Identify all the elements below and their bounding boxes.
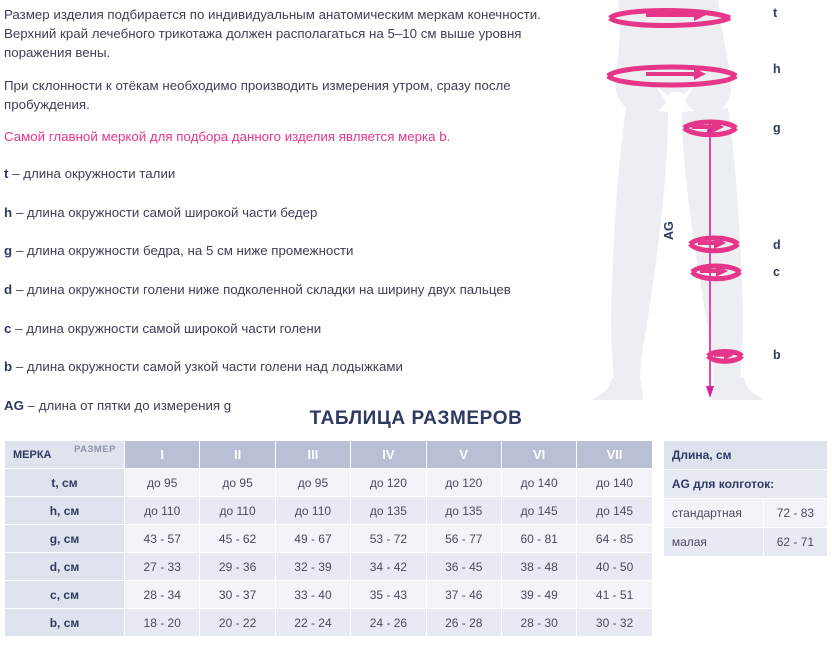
cell-c-6: 39 - 49 <box>501 581 576 609</box>
figure-label-b: b <box>773 348 781 362</box>
length-row-value-small: 62 - 71 <box>763 528 827 557</box>
legend-item-c <box>4 320 548 339</box>
legend-item-ag <box>4 397 548 416</box>
cell-h-7: до 145 <box>577 497 652 525</box>
legend-text-b: – длина окружности самой узкой части голени над лодыжками <box>12 359 403 375</box>
figure-label-g: g <box>773 121 781 135</box>
cell-h-2: до 110 <box>200 497 275 525</box>
legend-text-h: – длина окружности самой широкой части бедер <box>12 204 318 220</box>
row-label-b: b, см <box>5 609 125 637</box>
legend-key-h: h <box>4 204 13 220</box>
cell-h-1: до 110 <box>125 497 200 525</box>
legend-item-g <box>4 242 548 261</box>
cell-b-5: 26 - 28 <box>426 609 501 637</box>
cell-t-7: до 140 <box>577 469 652 497</box>
table-row <box>5 609 653 637</box>
legend-key-ag: AG <box>4 397 24 413</box>
cell-g-7: 64 - 85 <box>577 525 652 553</box>
figure-label-c: c <box>773 265 780 279</box>
table-col-7: VII <box>577 441 652 469</box>
cell-c-2: 30 - 37 <box>200 581 275 609</box>
cell-d-4: 34 - 42 <box>351 553 426 581</box>
table-col-4: IV <box>351 441 426 469</box>
cell-c-3: 33 - 40 <box>275 581 350 609</box>
cell-d-7: 40 - 50 <box>577 553 652 581</box>
cell-t-4: до 120 <box>351 469 426 497</box>
length-table-header-row <box>663 441 827 470</box>
figure-label-ag: AG <box>662 221 676 240</box>
legend-text-c: – длина окружности самой широкой части голени <box>11 320 322 336</box>
length-table-row <box>663 528 827 557</box>
cell-c-1: 28 - 34 <box>125 581 200 609</box>
cell-b-3: 22 - 24 <box>275 609 350 637</box>
cell-h-3: до 110 <box>275 497 350 525</box>
row-label-d: d, см <box>5 553 125 581</box>
table-row <box>5 553 653 581</box>
cell-b-1: 18 - 20 <box>125 609 200 637</box>
row-label-c: c, см <box>5 581 125 609</box>
legend-item-h <box>4 204 548 223</box>
length-row-label-standard: стандартная <box>663 499 763 528</box>
table-row <box>5 469 653 497</box>
cell-b-6: 28 - 30 <box>501 609 576 637</box>
row-label-t: t, см <box>5 469 125 497</box>
cell-h-5: до 135 <box>426 497 501 525</box>
legend-text-t: – длина окружности талии <box>8 166 176 182</box>
cell-g-6: 60 - 81 <box>501 525 576 553</box>
length-table-filler <box>663 557 827 637</box>
cell-t-1: до 95 <box>125 469 200 497</box>
length-table-header: Длина, см <box>663 441 827 470</box>
figure-label-t: t <box>773 6 778 20</box>
table-col-5: V <box>426 441 501 469</box>
legend-key-b: b <box>4 359 13 375</box>
table-header-row <box>5 441 653 469</box>
length-table-row <box>663 499 827 528</box>
cell-c-5: 37 - 46 <box>426 581 501 609</box>
legend-key-g: g <box>4 243 13 259</box>
cell-d-1: 27 - 33 <box>125 553 200 581</box>
legend-text-ag: – длина от пятки до измерения g <box>23 397 232 413</box>
cell-g-2: 45 - 62 <box>200 525 275 553</box>
cell-g-3: 49 - 67 <box>275 525 350 553</box>
intro-paragraph-highlight: Самой главной меркой для подбора данного изделия является мерка b. <box>4 129 451 145</box>
cell-h-4: до 135 <box>351 497 426 525</box>
cell-c-4: 35 - 43 <box>351 581 426 609</box>
size-table-title: ТАБЛИЦА РАЗМЕРОВ <box>309 408 523 429</box>
table-corner-cell <box>5 441 125 469</box>
corner-label-razmer: РАЗМЕР <box>74 444 116 455</box>
cell-t-2: до 95 <box>200 469 275 497</box>
table-row <box>5 525 653 553</box>
row-label-h: h, см <box>5 497 125 525</box>
intro-paragraph-2: При склонности к отёкам необходимо производить измерения утром, сразу после пробуждения. <box>4 77 511 112</box>
row-label-g: g, см <box>5 525 125 553</box>
figure-label-d: d <box>773 238 781 252</box>
length-row-value-standard: 72 - 83 <box>763 499 827 528</box>
legend-text-g: – длина окружности бедра, на 5 см ниже промежности <box>12 243 354 259</box>
measurement-figure <box>558 0 832 400</box>
table-col-6: VI <box>501 441 576 469</box>
cell-g-4: 53 - 72 <box>351 525 426 553</box>
cell-d-3: 32 - 39 <box>275 553 350 581</box>
length-table-filler-row <box>663 557 827 637</box>
legend-item-b <box>4 358 548 377</box>
cell-h-6: до 145 <box>501 497 576 525</box>
cell-c-7: 41 - 51 <box>577 581 652 609</box>
cell-t-3: до 95 <box>275 469 350 497</box>
length-table <box>663 440 828 637</box>
legend-text-d: – длина окружности голени ниже подколенной складки на ширину двух пальцев <box>12 282 511 298</box>
legend-key-d: d <box>4 282 13 298</box>
cell-b-7: 30 - 32 <box>577 609 652 637</box>
cell-d-6: 38 - 48 <box>501 553 576 581</box>
table-row <box>5 581 653 609</box>
tables-wrapper <box>0 440 832 637</box>
cell-g-1: 43 - 57 <box>125 525 200 553</box>
cell-g-5: 56 - 77 <box>426 525 501 553</box>
body-diagram-svg <box>558 0 832 400</box>
cell-d-5: 36 - 45 <box>426 553 501 581</box>
length-table-subheader: AG для колготок: <box>663 470 827 499</box>
legend-item-t <box>4 165 548 184</box>
legend-item-d <box>4 281 548 300</box>
cell-b-4: 24 - 26 <box>351 609 426 637</box>
cell-d-2: 29 - 36 <box>200 553 275 581</box>
cell-t-5: до 120 <box>426 469 501 497</box>
corner-label-merka: МЕРКА <box>13 448 52 461</box>
intro-paragraph-1: Размер изделия подбирается по индивидуальным анатомическим меркам конечности. Верхний край лечебного трикотажа должен располагаться на 5–10 см выше уровня поражения вены. <box>4 7 541 60</box>
length-row-label-small: малая <box>663 528 763 557</box>
text-column <box>0 0 558 413</box>
figure-label-h: h <box>773 62 781 76</box>
table-col-2: II <box>200 441 275 469</box>
legend-key-c: c <box>4 320 12 336</box>
cell-t-6: до 140 <box>501 469 576 497</box>
size-table <box>4 440 653 637</box>
table-col-3: III <box>275 441 350 469</box>
length-table-subheader-row <box>663 470 827 499</box>
table-col-1: I <box>125 441 200 469</box>
table-row <box>5 497 653 525</box>
cell-b-2: 20 - 22 <box>200 609 275 637</box>
legend-key-t: t <box>4 166 9 182</box>
